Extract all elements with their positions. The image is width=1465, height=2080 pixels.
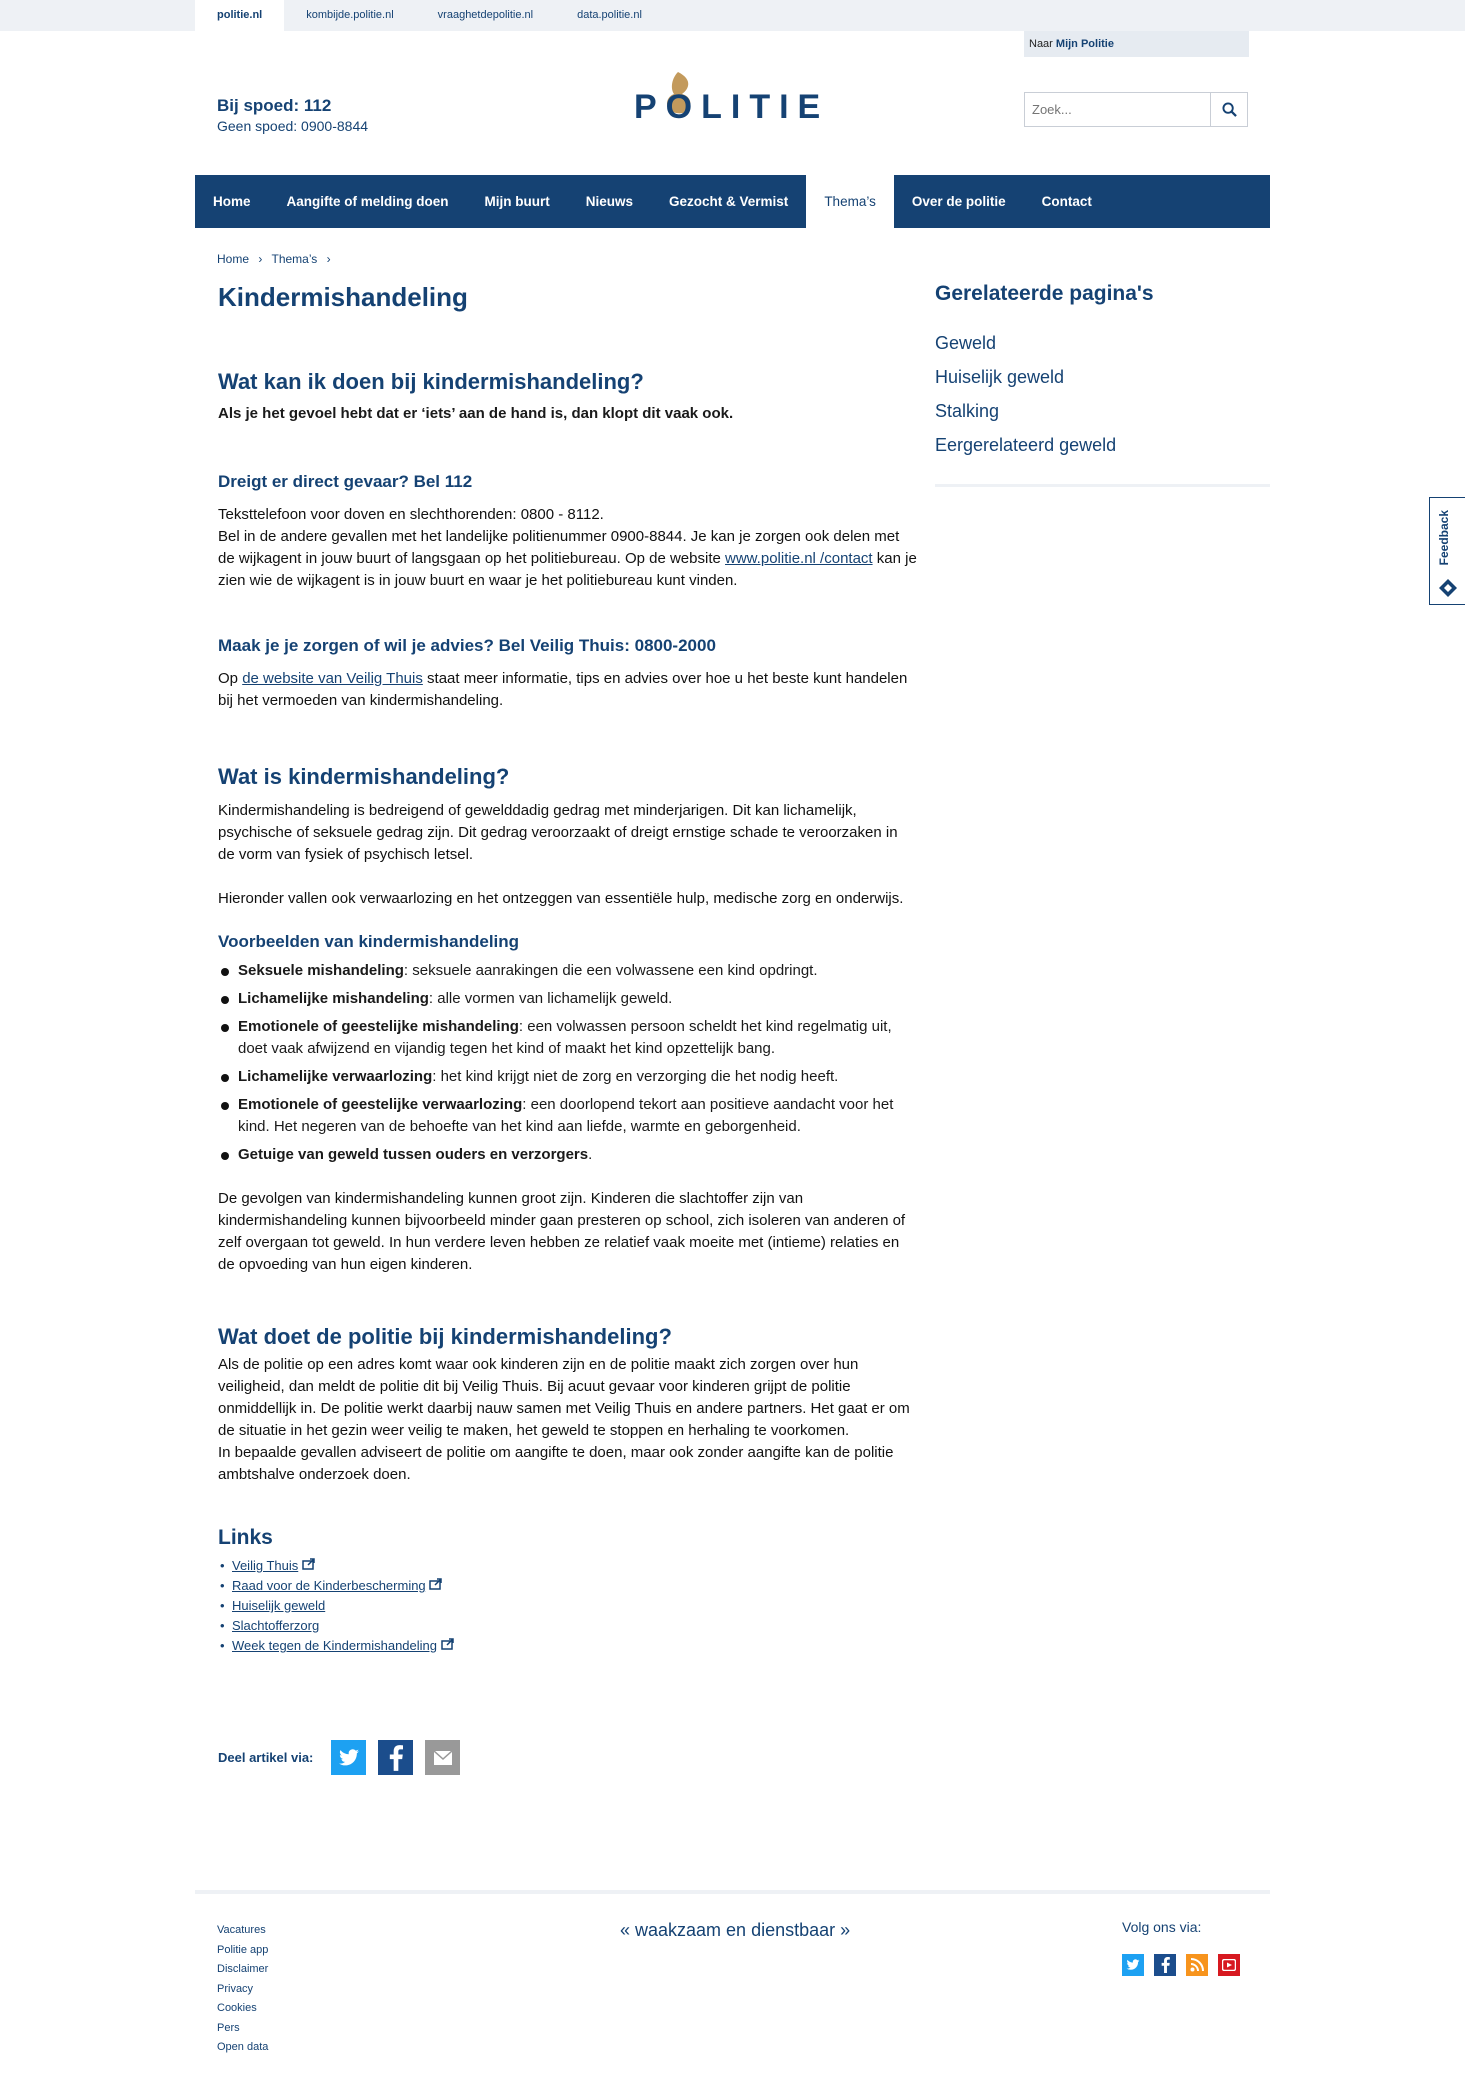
footer-link-pers[interactable]: Pers xyxy=(217,2021,240,2034)
twitter-icon xyxy=(338,1749,360,1767)
nav-themas[interactable]: Thema’s xyxy=(806,175,894,228)
link-raad-kinderbescherming[interactable]: Raad voor de Kinderbescherming xyxy=(232,1578,426,1593)
list-item xyxy=(218,960,918,982)
list-item xyxy=(218,1556,918,1576)
section-heading: Wat is kindermishandeling? xyxy=(218,764,510,789)
footer-link-politie-app[interactable]: Politie app xyxy=(217,1943,269,1956)
breadcrumb-separator: › xyxy=(326,252,331,266)
paragraph: De gevolgen van kindermishandeling kunnen groot zijn. Kinderen die slachtoffer zijn van kindermishandeling kunnen bijvoorbeeld minder gaan presteren op school, zich isoleren van anderen of zelf overgaan tot geweld. In hun verdere leven hebben ze relatief vaak moeite met (intieme) relaties en de opvoeding van hun eigen kinderen. xyxy=(218,1190,906,1273)
related-pages-sidebar xyxy=(935,282,1270,487)
tab-kombijde[interactable]: kombijde.politie.nl xyxy=(306,9,394,21)
external-link-icon xyxy=(302,1558,316,1570)
main-navigation xyxy=(195,175,1270,228)
tab-data-politie[interactable]: data.politie.nl xyxy=(577,9,642,21)
breadcrumb-separator: › xyxy=(258,252,263,266)
list-item xyxy=(218,1576,918,1596)
share-facebook-button[interactable] xyxy=(378,1740,413,1775)
external-link-icon xyxy=(429,1578,443,1590)
examples-list xyxy=(218,960,918,1166)
nav-contact[interactable]: Contact xyxy=(1041,194,1092,209)
text: staat meer informatie, tips en advies over hoe u het beste kunt handelen bij het vermoeden van kindermishandeling. xyxy=(218,670,908,709)
term: Emotionele of geestelijke mishandeling xyxy=(238,1018,519,1035)
paragraph: Teksttelefoon voor doven en slechthorenden: 0800 - 8112. xyxy=(218,506,604,523)
footer-link-cookies[interactable]: Cookies xyxy=(217,2002,257,2014)
nav-aangifte[interactable]: Aangifte of melding doen xyxy=(286,194,449,209)
footer-link-privacy[interactable]: Privacy xyxy=(217,1982,254,1995)
term: Getuige van geweld tussen ouders en verzorgers xyxy=(238,1146,589,1163)
mijn-prefix: Naar xyxy=(1029,38,1053,50)
nav-gezocht-vermist[interactable]: Gezocht & Vermist xyxy=(669,194,789,209)
paragraph: Als de politie op een adres komt waar ook kinderen zijn en de politie maakt zich zorgen over hun veiligheid, dan meldt de politie dit bij Veilig Thuis. Bij acuut gevaar voor kinderen grijpt de politie onmiddellijk in. De politie werkt daarbij nauw samen met Veilig Thuis en andere partners. Het gaat er om de situatie in het gezin weer veilig te maken, het geweld te stoppen en herhaling te voorkomen. xyxy=(218,1356,910,1439)
search-icon xyxy=(1222,102,1237,117)
share-bar xyxy=(218,1740,918,1775)
links-list xyxy=(218,1556,918,1656)
text: kan je zien wie de wijkagent is in jouw buurt en waar je het politiebureau kunt vinden. xyxy=(218,550,917,589)
paragraph: In bepaalde gevallen adviseert de politie om aangifte te doen, maar ook zonder aangifte kan de politie ambtshalve onderzoek doen. xyxy=(218,1444,894,1483)
share-label: Deel artikel via: xyxy=(218,1750,314,1765)
text: : seksuele aanrakingen die een volwassene een kind opdringt. xyxy=(403,962,818,979)
facebook-icon xyxy=(1161,1957,1170,1973)
term: Lichamelijke verwaarlozing xyxy=(238,1068,433,1085)
share-twitter-button[interactable] xyxy=(331,1740,366,1775)
paragraph: Hieronder vallen ook verwaarlozing en het ontzeggen van essentiële hulp, medische zorg en onderwijs. xyxy=(218,890,904,907)
share-email-button[interactable] xyxy=(425,1740,460,1775)
breadcrumb-home[interactable]: Home xyxy=(217,252,250,266)
footer-link-vacatures[interactable]: Vacatures xyxy=(217,1924,266,1936)
non-emergency-number: Geen spoed: 0900-8844 xyxy=(217,118,369,134)
paragraph xyxy=(218,526,918,592)
search-input[interactable] xyxy=(1025,93,1210,126)
list-item xyxy=(218,1636,918,1656)
related-link-eergerelateerd-geweld[interactable]: Eergerelateerd geweld xyxy=(935,435,1117,455)
social-icons xyxy=(1122,1954,1250,1976)
breadcrumb-themas[interactable]: Thema’s xyxy=(271,252,318,266)
section-subheading: Dreigt er direct gevaar? Bel 112 xyxy=(218,472,473,491)
text: : een volwassen persoon scheldt het kind regelmatig uit, doet vaak afwijzend en vijandig tegen het kind of maakt het kind opzettelijk bang. xyxy=(238,1018,892,1057)
nav-home[interactable]: Home xyxy=(213,194,251,209)
tab-politie-nl[interactable]: politie.nl xyxy=(195,0,284,31)
text: : een doorlopend tekort aan positieve aandacht voor het kind. Het negeren van de behoefte van het kind aan liefde, warmte en geborgenheid. xyxy=(238,1096,894,1135)
facebook-icon xyxy=(389,1745,403,1771)
search-button[interactable] xyxy=(1210,93,1247,126)
list-item xyxy=(218,1144,918,1166)
main-content xyxy=(218,282,918,1775)
nav-over-de-politie[interactable]: Over de politie xyxy=(911,194,1006,209)
tab-vraaghetdepolitie[interactable]: vraaghetdepolitie.nl xyxy=(437,9,534,21)
feedback-label: Feedback xyxy=(1437,510,1451,566)
footer-links xyxy=(217,1921,268,2058)
feedback-tab[interactable] xyxy=(1429,497,1465,605)
term: Lichamelijke mishandeling xyxy=(238,990,429,1007)
politie-logo[interactable] xyxy=(634,64,834,144)
sidebar-divider xyxy=(935,484,1270,487)
paragraph xyxy=(218,668,918,712)
mijn-label: Mijn Politie xyxy=(1055,38,1114,50)
text: . xyxy=(588,1146,593,1163)
term: Seksuele mishandeling xyxy=(238,962,404,979)
link-week-tegen-kindermishandeling[interactable]: Week tegen de Kindermishandeling xyxy=(232,1638,438,1653)
section-lead: Als je het gevoel hebt dat er ‘iets’ aan de hand is, dan klopt dit vaak ook. xyxy=(218,405,734,422)
footer-divider xyxy=(195,1890,1270,1894)
section-heading: Wat doet de politie bij kindermishandeling? xyxy=(218,1324,672,1349)
section-heading: Wat kan ik doen bij kindermishandeling? xyxy=(218,369,644,394)
footer-link-open-data[interactable]: Open data xyxy=(217,2041,269,2053)
list-item xyxy=(218,1094,918,1138)
footer-motto: « waakzaam en dienstbaar » xyxy=(620,1920,851,1940)
external-link-icon xyxy=(441,1638,455,1650)
veilig-thuis-website-link[interactable]: de website van Veilig Thuis xyxy=(242,670,423,687)
section-subheading: Maak je je zorgen of wil je advies? Bel Veilig Thuis: 0800-2000 xyxy=(218,636,716,655)
nav-mijn-buurt[interactable]: Mijn buurt xyxy=(484,194,550,209)
breadcrumb xyxy=(217,252,337,266)
paragraph: Kindermishandeling is bedreigend of gewelddadig gedrag met minderjarigen. Dit kan lichamelijk, psychische of seksuele gedrag zijn. Dit gedrag veroorzaakt of dreigt ernstige schade te veroorzaken in de vorm van fysiek of psychisch letsel. xyxy=(218,802,898,863)
footer-facebook-button[interactable] xyxy=(1154,1954,1176,1976)
site-switcher-bar xyxy=(0,0,1465,31)
text: : het kind krijgt niet de zorg en verzorging die het nodig heeft. xyxy=(432,1068,839,1085)
link-huiselijk-geweld[interactable]: Huiselijk geweld xyxy=(232,1598,326,1613)
section-subheading: Voorbeelden van kindermishandeling xyxy=(218,932,520,951)
mijn-politie-link[interactable] xyxy=(1024,31,1249,57)
page-title: Kindermishandeling xyxy=(218,282,468,312)
link-slachtofferzorg[interactable]: Slachtofferzorg xyxy=(232,1618,320,1633)
twitter-icon xyxy=(1126,1959,1140,1971)
text: : alle vormen van lichamelijk geweld. xyxy=(428,990,673,1007)
list-item xyxy=(218,1616,918,1636)
emergency-numbers xyxy=(217,96,368,134)
links-heading: Links xyxy=(218,1526,273,1549)
footer-link-disclaimer[interactable]: Disclaimer xyxy=(217,1963,269,1975)
youtube-icon xyxy=(1222,1959,1236,1971)
footer-youtube-button[interactable] xyxy=(1218,1954,1240,1976)
mail-icon xyxy=(434,1751,452,1765)
footer-rss-button[interactable] xyxy=(1186,1954,1208,1976)
text: Bel in de andere gevallen met het landelijke politienummer 0900-8844. Je kan je zorgen ook delen met de wijkagent in jouw buurt of langsgaan op het politiebureau. Op de website xyxy=(218,528,900,567)
feedback-icon xyxy=(1438,578,1458,598)
logo-text: POLITIE xyxy=(634,88,830,126)
term: Emotionele of geestelijke verwaarlozing xyxy=(238,1096,523,1113)
sidebar-heading: Gerelateerde pagina's xyxy=(935,282,1154,305)
follow-us-label: Volg ons via: xyxy=(1122,1919,1202,1935)
related-link-huiselijk-geweld[interactable]: Huiselijk geweld xyxy=(935,367,1065,387)
emergency-number: Bij spoed: 112 xyxy=(217,96,332,115)
search-box xyxy=(1024,92,1248,127)
list-item xyxy=(218,1016,918,1060)
rss-icon xyxy=(1190,1958,1204,1972)
nav-nieuws[interactable]: Nieuws xyxy=(585,194,634,209)
link-veilig-thuis[interactable]: Veilig Thuis xyxy=(232,1558,299,1573)
contact-link[interactable]: www.politie.nl /contact xyxy=(725,550,873,567)
related-link-stalking[interactable]: Stalking xyxy=(935,401,1000,421)
text: Op xyxy=(218,670,239,687)
list-item xyxy=(218,1596,918,1616)
list-item xyxy=(218,988,918,1010)
list-item xyxy=(218,1066,918,1088)
footer-twitter-button[interactable] xyxy=(1122,1954,1144,1976)
related-link-geweld[interactable]: Geweld xyxy=(935,333,997,353)
